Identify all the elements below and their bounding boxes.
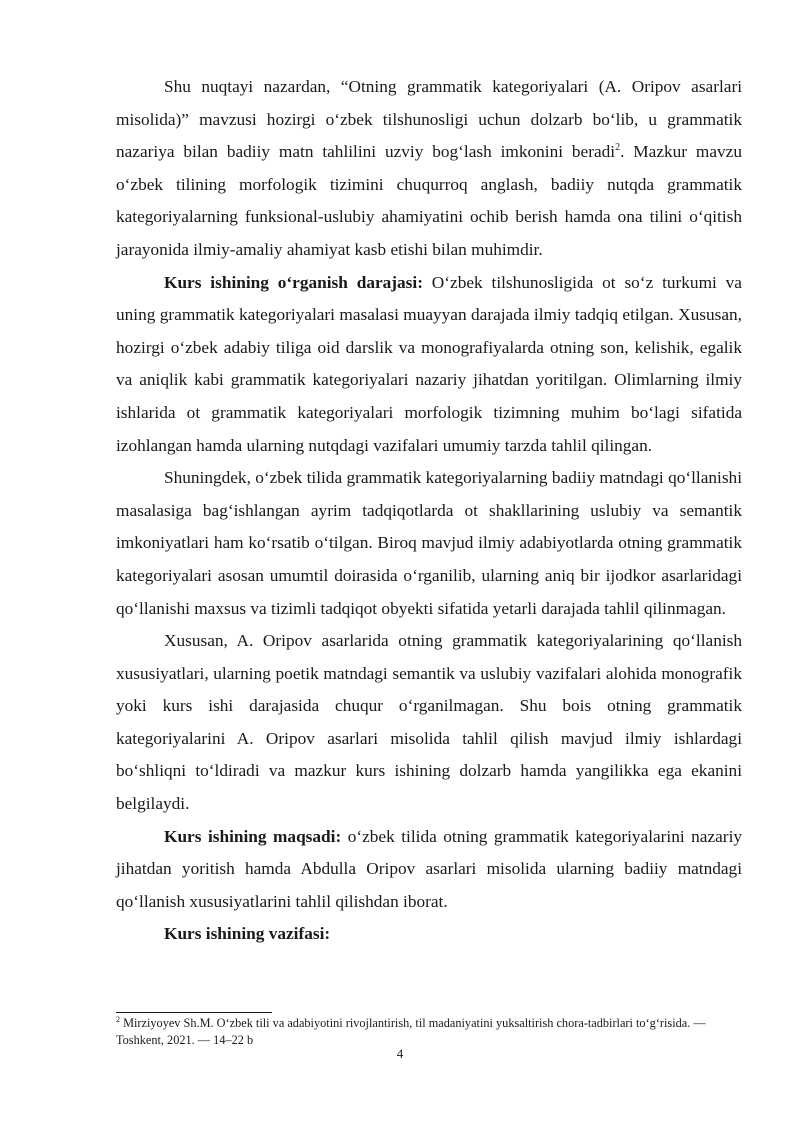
- section-lead-heading: Kurs ishining maqsadi:: [164, 826, 342, 846]
- paragraph-goal: [116, 821, 742, 919]
- paragraph-text: Xususan, A. Oripov asarlarida otning grammatik kategoriyalarining qo‘llanish xususiyatlari, ularning poetik matndagi semantik va uslubiy vazifalari alohida monografik yoki kurs ishi darajasida chuqur o‘rganilmagan. Shu bois otning grammatik kategoriyalarini A. Oripov asarlari misolida tahlil qilish mavjud ilmiy ishlardagi bo‘shliqni to‘ldiradi va mazkur kurs ishining dolzarb hamda yangilikka ega ekanini belgilaydi.: [116, 631, 742, 814]
- page-number: 4: [396, 1046, 404, 1061]
- paragraph-text: Shu nuqtayi nazardan, “Otning grammatik kategoriyalari (A. Oripov asarlari misolida)” mavzusi hozirgi o‘zbek tilshunosligi uchun dolzarb bo‘lib, u grammatik nazariya bilan badiiy matn tahlilini uzviy bog‘lash imkonini beradi: [116, 77, 742, 162]
- paragraph-study-level: [116, 267, 742, 463]
- footnote-separator: [116, 1012, 272, 1013]
- paragraph-text: o‘zbek tilida otning grammatik kategoriyalarini nazariy jihatdan yoritish hamda Abdulla Oripov asarlari misolida ularning badiiy matndagi qo‘llanish xususiyatlarini tahlil qilishdan iborat.: [116, 826, 743, 911]
- paragraph-literature: [116, 462, 742, 625]
- paragraph-text: O‘zbek tilshunosligida ot so‘z turkumi va uning grammatik kategoriyalari masalasi muayyan darajada ilmiy tadqiq etilgan. Xususan, hozirgi o‘zbek adabiy tiliga oid darslik va monografiyalarda otning son, kelishik, egalik va aniqlik kabi grammatik kategoriyalari nazariy jihatdan yoritilgan. Olimlarning ilmiy ishlarida ot grammatik kategoriyalari morfologik tizimning muhim bo‘lagi sifatida izohlangan hamda ularning nutqdagi vazifalari umumiy tarzda tahlil qilingan.: [116, 272, 742, 455]
- paragraph-text: . Mazkur mavzu o‘zbek tilining morfologik tizimini chuqurroq anglash, badiiy nutqda grammatik kategoriyalarning funksional-uslubiy ahamiyatini ochib berish hamda ona tilini o‘qitish jarayonida ilmiy-amaliy ahamiyat kasb etishi bilan muhimdir.: [116, 142, 742, 259]
- section-heading-tasks: Kurs ishining vazifasi:: [164, 924, 331, 944]
- footnote-marker: 2: [116, 1014, 120, 1024]
- paragraph-text: Shuningdek, o‘zbek tilida grammatik kategoriyalarning badiiy matndagi qo‘llanishi masalasiga bag‘ishlangan ayrim tadqiqotlarda ot shakllarining uslubiy va semantik imkoniyatlari ham ko‘rsatib o‘tilgan. Biroq mavjud ilmiy adabiyotlarda otning grammatik kategoriyalari asosan umumtil doirasida o‘rganilib, ularning aniq bir ijodkor asarlaridagi qo‘llanishi maxsus va tizimli tadqiqot obyekti sifatida yetarli darajada tahlil qilinmagan.: [116, 468, 742, 618]
- footnote-text: Mirziyoyev Sh.M. O‘zbek tili va adabiyotini rivojlantirish, til madaniyatini yuksaltirish chora-tadbirlari to‘g‘risida. — Toshkent, 2021. — 14–22 b: [116, 1016, 706, 1047]
- section-lead-heading: Kurs ishining o‘rganish darajasi:: [164, 272, 423, 292]
- footnote: [116, 1015, 742, 1049]
- footnote-reference[interactable]: 2: [615, 142, 621, 154]
- paragraph-novelty: [116, 625, 742, 821]
- body-text: [116, 71, 742, 951]
- paragraph-relevance: [116, 71, 742, 267]
